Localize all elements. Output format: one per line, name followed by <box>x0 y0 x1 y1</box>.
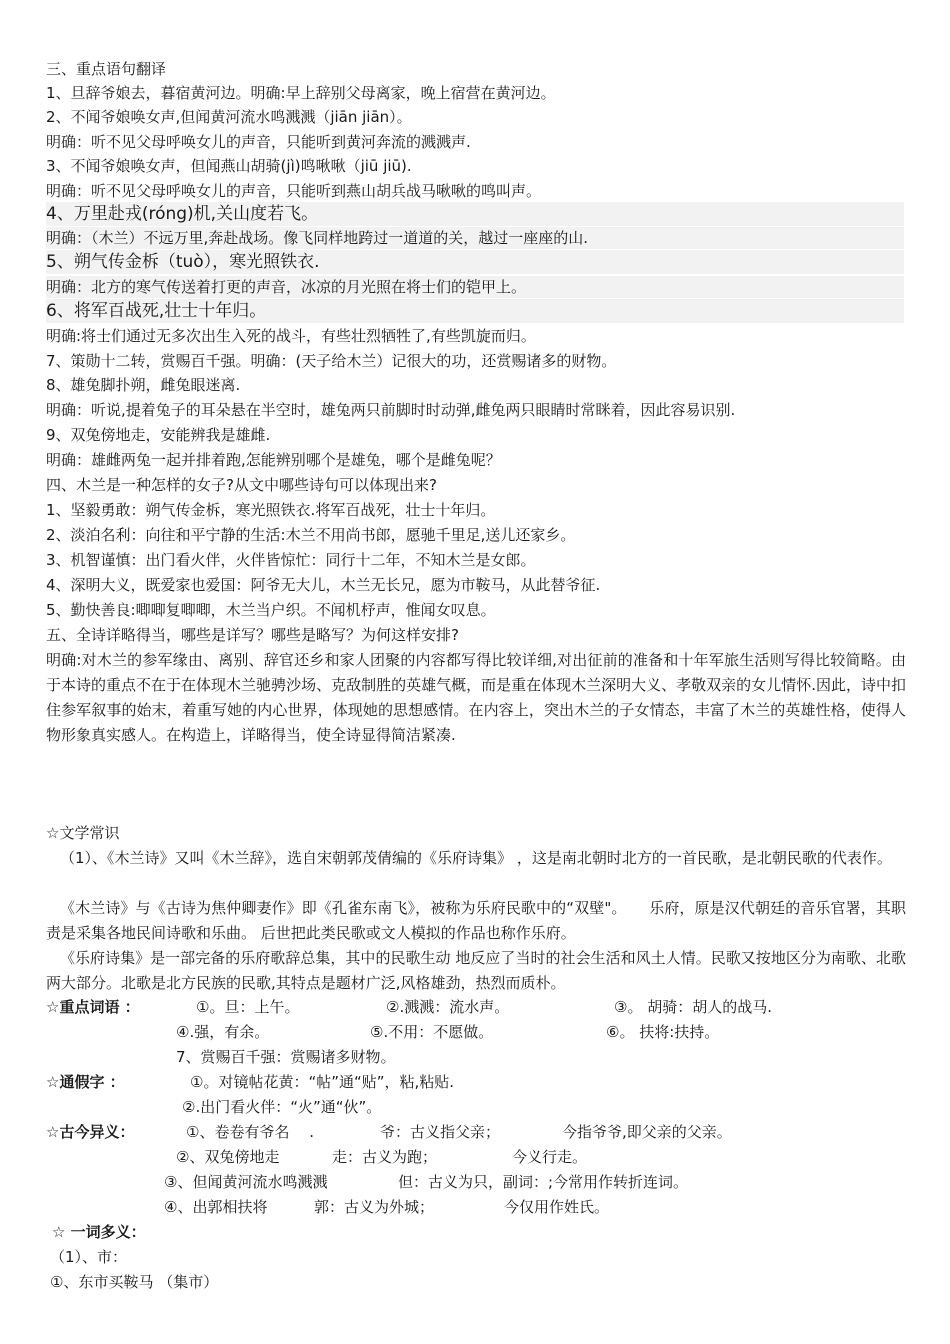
literature-title: ☆文学常识 <box>46 824 120 842</box>
section3-line-9: 明确：北方的寒气传送着打更的声音，冰凉的月光照在将士们的铠甲上。 <box>46 276 904 298</box>
gujin-label: ☆古今异义： <box>46 1123 135 1141</box>
gujin-row-1-word: ①、卷卷有爷名 . <box>186 1123 314 1141</box>
tongjia-label: ☆通假字 ： <box>46 1073 125 1091</box>
section3-line-14: 明确：听说,提着兔子的耳朵悬在半空时，雄兔两只前脚时时动弹,雌兔两只眼睛时常眯着，因此容易识别. <box>46 401 736 419</box>
section3-line-10: 6、将军百战死,壮士十年归。 <box>46 299 904 323</box>
section4-line-3: 3、机智谨慎：出门看火伴，火伴皆惊忙：同行十二年，不知木兰是女郎。 <box>46 551 536 569</box>
gujin-row-1-old: 爷：古义指父亲； <box>380 1123 501 1141</box>
section3-title: 三、重点语句翻译 <box>46 60 167 78</box>
section3-line-13: 8、雄兔脚扑朔，雌兔眼迷离. <box>46 376 241 394</box>
keyword-item-3: ③。 胡骑：胡人的战马. <box>614 998 772 1016</box>
keyword-item-5: ⑤.不用：不愿做。 <box>370 1023 494 1041</box>
keyword-item-4: ④.强，有余。 <box>176 1023 270 1041</box>
gujin-row-2-old: 走：古义为跑； <box>332 1148 438 1166</box>
tongjia-item-1: ①。对镜帖花黄：“帖”通“贴”，粘,粘贴. <box>190 1073 455 1091</box>
section4-line-2: 2、淡泊名利：向往和平宁静的生活:木兰不用尚书郎，愿驰千里足,送儿还家乡。 <box>46 526 576 544</box>
keywords-label: ☆重点词语 ： <box>46 998 140 1016</box>
section3-line-15: 9、双兔傍地走，安能辨我是雄雌. <box>46 426 271 444</box>
section3-line-2: 2、不闻爷娘唤女声,但闻黄河流水鸣溅溅（jiān jiān）。 <box>46 108 412 126</box>
section3-line-4: 3、不闻爷娘唤女声，但闻燕山胡骑(jì)鸣啾啾（jiū jiū). <box>46 157 412 175</box>
polysemy-line-2: ①、东市买鞍马 （集市） <box>50 1273 219 1291</box>
section3-line-1: 1、旦辞爷娘去，暮宿黄河边。明确:早上辞别父母离家，晚上宿营在黄河边。 <box>46 84 556 102</box>
section3-line-11: 明确:将士们通过无多次出生入死的战斗，有些壮烈牺牲了,有些凯旋而归。 <box>46 327 536 345</box>
section5-paragraph: 明确:对木兰的参军缘由、离别、辞官还乡和家人团聚的内容都写得比较详细,对出征前的准备和十年军旅生活则写得比较简略。由于本诗的重点不在于在体现木兰驰骋沙场、克敌制胜的英雄气概，而是重在体现木兰深明大义、孝敬双亲的女儿情怀.因此，诗中扣住参军叙事的始末，着重写她的内心世界，体现她的思想感情。在内容上，突出木兰的子女情态，丰富了木兰的英雄性格，使得人物形象真实感人。在构造上，详略得当，使全诗显得简洁紧凑. <box>46 651 906 744</box>
gujin-row-4-new: 今仅用作姓氏。 <box>504 1198 610 1216</box>
polysemy-label: ☆ 一词多义： <box>52 1223 146 1241</box>
gujin-row-4-word: ④、出郭相扶将 <box>164 1198 268 1216</box>
literature-paragraph-2: 《木兰诗》与《古诗为焦仲卿妻作》即《孔雀东南飞》，被称为乐府民歌中的“双壁"。 乐府，原是汉代朝廷的音乐官署，其职责是采集各地民间诗歌和乐曲。 后世把此类民歌或文人模拟的作品也称作乐府。 <box>46 899 906 942</box>
section4-title: 四、木兰是一种怎样的女子?从文中哪些诗句可以体现出来? <box>46 476 437 494</box>
section3-line-5: 明确：听不见父母呼唤女儿的声音，只能听到燕山胡兵战马啾啾的鸣叫声。 <box>46 182 542 200</box>
gujin-row-2-new: 今义行走。 <box>512 1148 588 1166</box>
section5-title: 五、全诗详略得当，哪些是详写？哪些是略写？为何这样安排? <box>46 626 459 644</box>
section3-line-3: 明确：听不见父母呼唤女儿的声音，只能听到黄河奔流的溅溅声. <box>46 133 471 151</box>
section4-line-4: 4、深明大义，既爱家也爱国：阿爷无大儿，木兰无长兄，愿为市鞍马，从此替爷征. <box>46 576 601 594</box>
polysemy-line-1: （1）、市： <box>50 1248 128 1266</box>
gujin-row-1-new: 今指爷爷,即父亲的父亲。 <box>562 1123 732 1141</box>
section4-line-5: 5、勤快善良:唧唧复唧唧，木兰当户织。不闻机杼声，惟闻女叹息。 <box>46 601 496 619</box>
keyword-item-1: ①。旦：上午。 <box>196 998 300 1016</box>
keyword-item-7: 7、赏赐百千强：赏赐诸多财物。 <box>176 1048 396 1066</box>
gujin-row-3-old: 但：古义为只，副词：;今常用作转折连词。 <box>398 1173 689 1191</box>
keyword-item-2: ②.溅溅：流水声。 <box>386 998 510 1016</box>
literature-paragraph-1: （1）、《木兰诗》又叫《木兰辞》，选自宋朝郭茂倩编的《乐府诗集》 ，这是南北朝时北方的一首民歌，是北朝民歌的代表作。 <box>60 849 892 867</box>
gujin-row-4-old: 郭：古义为外城； <box>314 1198 435 1216</box>
tongjia-item-2: ②.出门看火伴：“火”通“伙”。 <box>182 1098 382 1116</box>
section3-line-8: 5、朔气传金柝（tuò），寒光照铁衣. <box>46 250 904 274</box>
gujin-row-3-word: ③、但闻黄河流水鸣溅溅 <box>164 1173 328 1191</box>
gujin-row-2-word: ②、双兔傍地走 <box>176 1148 280 1166</box>
keyword-item-6: ⑥。 扶将:扶持。 <box>606 1023 720 1041</box>
section3-line-12: 7、策勋十二转，赏赐百千强。明确：(天子给木兰）记很大的功，还赏赐诸多的财物。 <box>46 352 617 370</box>
section4-line-1: 1、坚毅勇敢：朔气传金柝，寒光照铁衣.将军百战死，壮士十年归。 <box>46 501 496 519</box>
literature-paragraph-3: 《乐府诗集》是一部完备的乐府歌辞总集，其中的民歌生动 地反应了当时的社会生活和风土人情。民歌又按地区分为南歌、北歌两大部分。北歌是北方民族的民歌,其特点是题材广泛,风格雄劲，热烈而质朴。 <box>46 949 906 992</box>
section3-line-16: 明确：雄雌两兔一起并排着跑,怎能辨别哪个是雄兔，哪个是雌兔呢？ <box>46 451 501 469</box>
section3-line-6: 4、万里赴戎(róng)机,关山度若飞。 <box>46 202 904 226</box>
section3-line-7: 明确：（木兰）不远万里,奔赴战场。像飞同样地跨过一道道的关，越过一座座的山. <box>46 227 904 249</box>
